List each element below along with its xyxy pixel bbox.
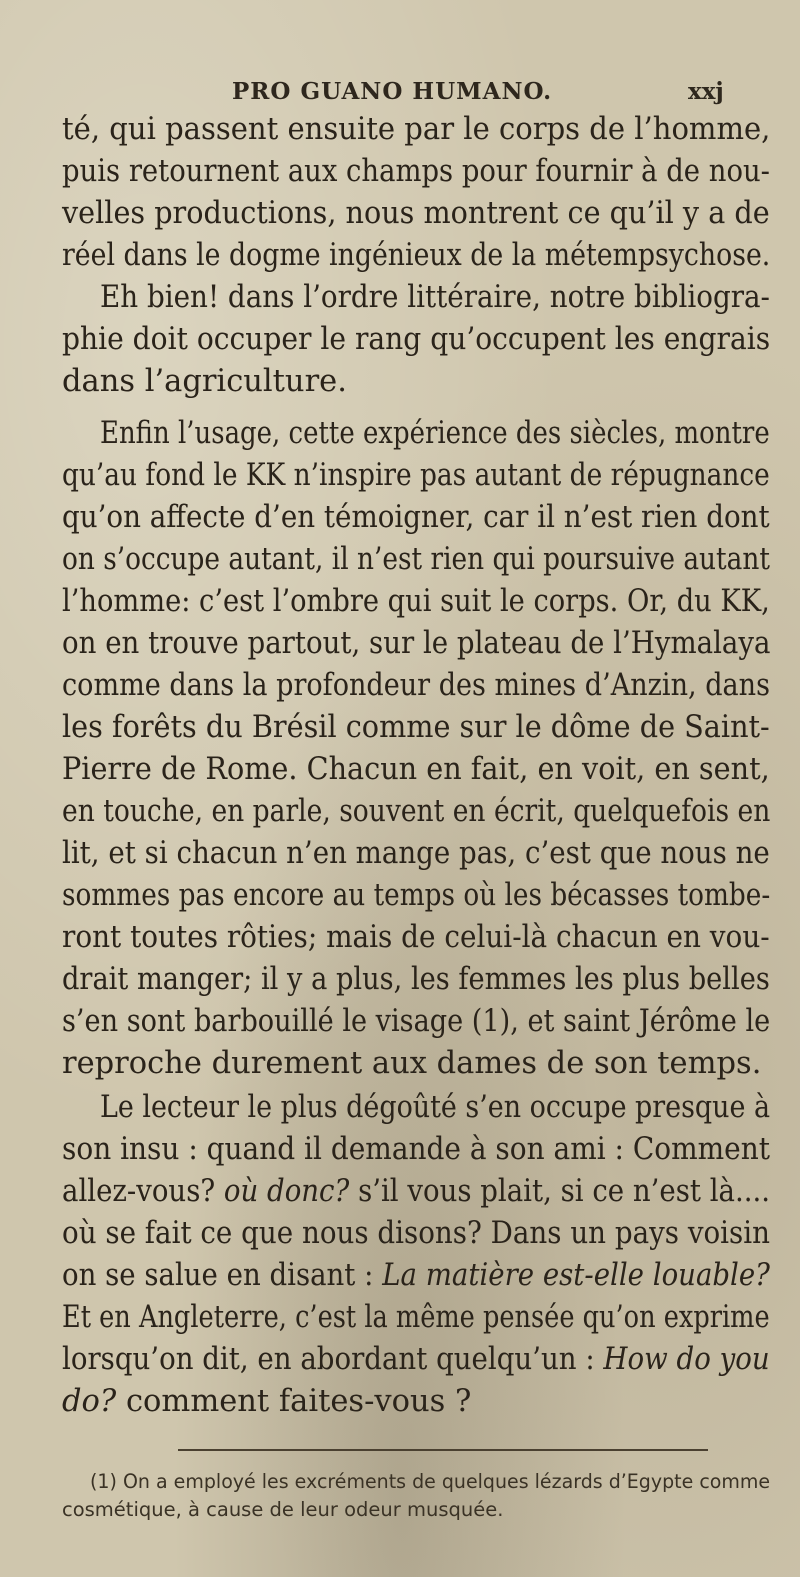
text-line: s’en sont barbouillé le visage (1), et saint Jérôme le	[62, 1004, 771, 1039]
text-line: puis retournent aux champs pour fournir à de nou-	[62, 154, 770, 189]
text-run: allez-vous?	[62, 1174, 216, 1209]
running-title: PRO GUANO HUMANO.	[232, 78, 553, 105]
text-run: s’il vous plait, si ce n’est là....	[358, 1174, 771, 1209]
text-line: Et en Angleterre, c’est la même pensée qu’on exprime	[62, 1300, 770, 1335]
text-line: drait manger; il y a plus, les femmes les plus belles	[62, 962, 770, 997]
text-line: ront toutes rôties; mais de celui-là chacun en vou-	[62, 920, 770, 955]
italic-run: do?	[62, 1384, 117, 1419]
text-line: on en trouve partout, sur le plateau de l’Hymalaya	[62, 626, 771, 661]
text-line: té, qui passent ensuite par le corps de l’homme,	[62, 112, 771, 147]
text-run: comment faites-vous ?	[125, 1384, 472, 1419]
footnote-line: (1) On a employé les excréments de quelques lézards d’Egypte comme	[90, 1470, 771, 1493]
text-line: en touche, en parle, souvent en écrit, quelquefois en	[62, 794, 771, 829]
text-line: Pierre de Rome. Chacun en fait, en voit, en sent,	[62, 752, 770, 787]
text-line: lit, et si chacun n’en mange pas, c’est que nous ne	[62, 836, 770, 871]
text-line: Enfin l’usage, cette expérience des siècles, montre	[100, 416, 770, 451]
text-line-mixed	[62, 1342, 770, 1378]
text-line: dans l’agriculture.	[62, 364, 347, 399]
footnote-line: cosmétique, à cause de leur odeur musquée.	[62, 1498, 504, 1521]
text-line: qu’au fond le KK n’inspire pas autant de répugnance	[62, 458, 770, 493]
text-line: reproche durement aux dames de son temps.	[62, 1046, 762, 1081]
text-line: velles productions, nous montrent ce qu’il y a de	[62, 196, 770, 231]
text-line: on s’occupe autant, il n’est rien qui poursuive autant	[62, 542, 770, 577]
footnote-rule	[178, 1449, 708, 1451]
text-line: sommes pas encore au temps où les bécasses tombe-	[62, 878, 771, 913]
text-line-mixed	[62, 1258, 770, 1294]
italic-run: où donc?	[223, 1174, 350, 1209]
text-line: les forêts du Brésil comme sur le dôme de Saint-	[62, 710, 770, 745]
text-line: l’homme: c’est l’ombre qui suit le corps. Or, du KK,	[62, 584, 770, 619]
text-line: Eh bien! dans l’ordre littéraire, notre bibliogra-	[100, 280, 770, 315]
italic-run: How do you	[603, 1342, 770, 1377]
text-run: on se salue en disant :	[62, 1258, 374, 1293]
text-run: lorsqu’on dit, en abordant quelqu’un :	[62, 1342, 595, 1377]
text-line-mixed	[62, 1174, 770, 1210]
text-line: comme dans la profondeur des mines d’Anzin, dans	[62, 668, 770, 703]
text-line-mixed	[62, 1384, 471, 1420]
text-line: où se fait ce que nous disons? Dans un pays voisin	[62, 1216, 770, 1251]
text-line: réel dans le dogme ingénieux de la métempsychose.	[62, 238, 771, 273]
page-number: xxj	[688, 78, 724, 105]
text-line: Le lecteur le plus dégoûté s’en occupe presque à	[100, 1090, 771, 1125]
text-line: son insu : quand il demande à son ami : Comment	[62, 1132, 770, 1167]
italic-run: La matière est-elle louable?	[382, 1258, 770, 1293]
running-head	[0, 78, 800, 108]
text-line: qu’on affecte d’en témoigner, car il n’est rien dont	[62, 500, 770, 535]
text-line: phie doit occuper le rang qu’occupent les engrais	[62, 322, 771, 357]
